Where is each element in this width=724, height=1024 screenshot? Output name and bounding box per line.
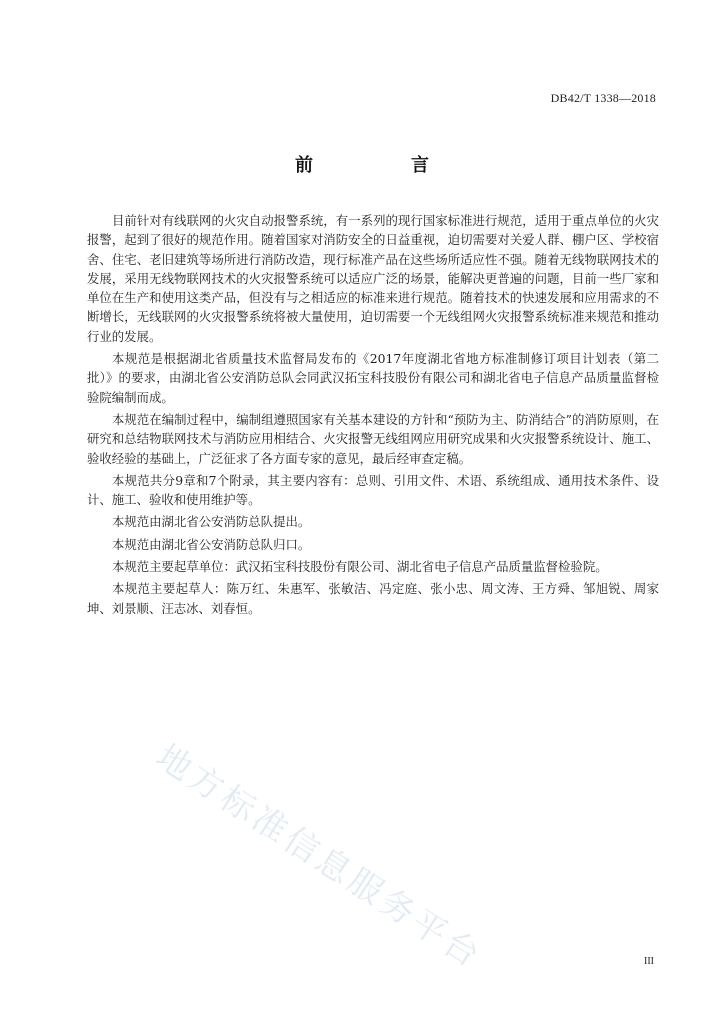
standard-code: DB42/T 1338—2018	[550, 91, 656, 105]
paragraph-drafters: 本规范主要起草人：陈万红、朱惠军、张敏洁、冯定庭、张小忠、周文涛、王方舜、邹旭锐、周家坤、刘景顺、汪志冰、刘春恒。	[87, 581, 659, 616]
page-title: 前 言	[295, 155, 469, 176]
paragraph-administrator: 本规范由湖北省公安消防总队归口。	[112, 536, 311, 552]
paragraph-drafting-process: 本规范在编制过程中，编制组遵照国家有关基本建设的方针和“预防为主、防消结合”的消防原则，在研究和总结物联网技术与消防应用相结合、火灾报警无线组网应用研究成果和火灾报警系统设计、施工、验收经验的基础上，广泛征求了各方面专家的意见，最后经审查定稿。	[87, 411, 659, 466]
paragraph-proposer: 本规范由湖北省公安消防总队提出。	[112, 514, 311, 530]
foreword-body	[87, 211, 659, 621]
paragraph-background: 目前针对有线联网的火灾自动报警系统，有一系列的现行国家标准进行规范，适用于重点单位的火灾报警，起到了很好的规范作用。随着国家对消防安全的日益重视，迫切需要对关爱人群、棚户区、学校宿舍、住宅、老旧建筑等场所进行消防改造，现行标准产品在这些场所适应性不强。随着无线物联网技术的发展，采用无线物联网技术的火灾报警系统可以适应广泛的场景，能解决更普遍的问题，目前一些厂家和单位在生产和使用这类产品，但没有与之相适应的标准来进行规范。随着技术的快速发展和应用需求的不断增长，无线联网的火灾报警系统将被大量使用，迫切需要一个无线组网火灾报警系统标准来规范和推动行业的发展。	[87, 213, 659, 344]
watermark: 地方标准信息服务平台	[148, 736, 490, 978]
paragraph-basis: 本规范是根据湖北省质量技术监督局发布的《2017年度湖北省地方标准制修订项目计划表（第二批）》的要求，由湖北省公安消防总队会同武汉拓宝科技股份有限公司和湖北省电子信息产品质量监督检验院编制而成。	[87, 351, 659, 405]
paragraph-drafting-units: 本规范主要起草单位：武汉拓宝科技股份有限公司、湖北省电子信息产品质量监督检验院。	[112, 559, 608, 575]
page-number: III	[644, 956, 654, 967]
paragraph-structure: 本规范共分9章和7个附录，其主要内容有：总则、引用文件、术语、系统组成、通用技术条件、设计、施工、验收和使用维护等。	[87, 472, 659, 508]
